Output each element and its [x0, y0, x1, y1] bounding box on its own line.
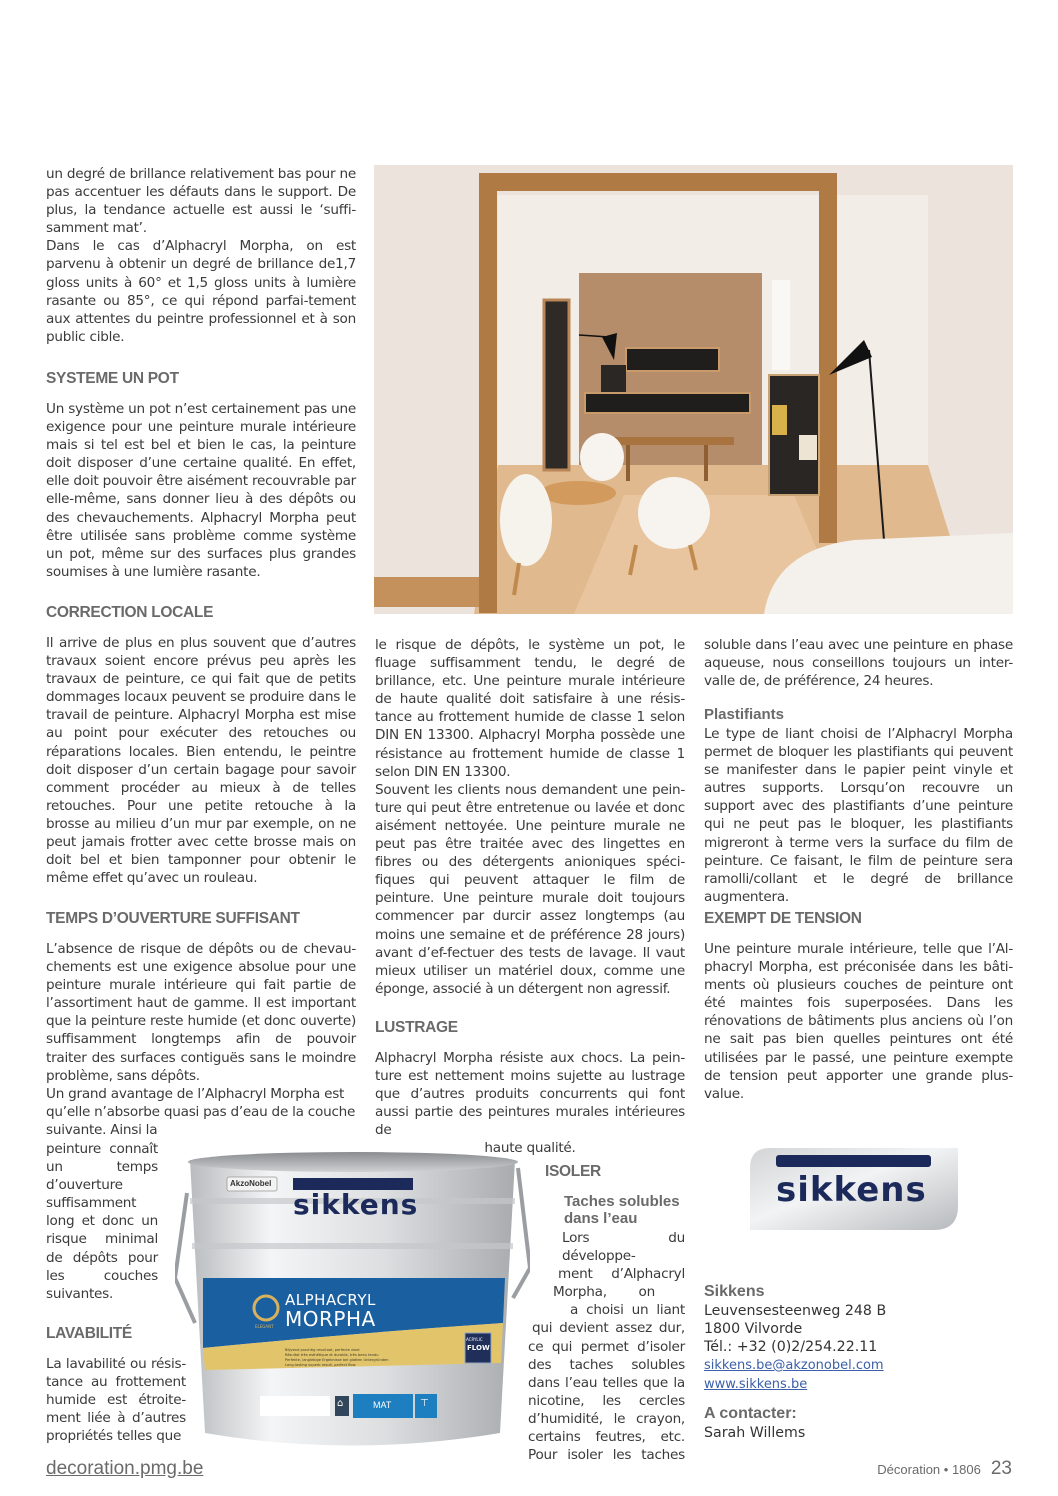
paragraph: L’absence de risque de dépôts ou de chevau-chements est une exigence absolue pour une peinture murale intérieure qui fait partie de l’assortiment haut de gamme. Il est important que la peinture reste humide (et donc ouverte) suffisamment longtemps afin de pouvoir traiter des surfaces contiguës sans le moindre problème, sans dépôts. — [46, 941, 356, 1084]
paragraph: Une peinture murale intérieure, telle que l’Al-phacryl Morpha, est préconisée dans les bâti-ments où plusieurs couches de peinture ont été maintes fois superposées. Dans les rénovations de bâtiments plus anciens où l’on ne sait pas bien quelles peintures ont été utilisées par le passé, une peinture exempte de tension peut apporter une grande plus-value. — [704, 941, 1013, 1102]
sikkens-logo — [750, 1142, 958, 1230]
subheading-line: dans l’eau — [564, 1210, 638, 1227]
subheading-line: Taches solubles — [564, 1193, 680, 1210]
contact-heading: A contacter: — [704, 1405, 797, 1422]
contact-phone: Tél.: +32 (0)2/254.22.11 — [704, 1339, 878, 1355]
section-heading: LAVABILITÉ — [46, 1325, 132, 1342]
section-heading: SYSTEME UN POT — [46, 370, 179, 387]
line: ment d’Alphacryl — [558, 1266, 685, 1283]
bucket-badge-main: FLOW — [467, 1344, 490, 1352]
paragraph: Le type de liant choisi de l’Alphacryl Morpha permet de bloquer les plastifiants qui peuvent se manifester dans le papier peint vinyle et autres supports. Lorsqu’on recouvre un support avec des plastifiants d’une peinture qui ne peut pas le bloquer, les plastifiants migreront à terme vers la surface du film de peinture. Ce faisant, le film de peinture sera ramolli/collant et le degré de brillance augmentera. — [704, 726, 1013, 905]
paragraph — [375, 1049, 685, 1158]
claim: Blijvend prachtig resultaat, perfecte vloei — [285, 1348, 360, 1352]
paragraph-end: haute qualité. — [484, 1140, 576, 1157]
bucket-badge-top: ACRYLIC — [466, 1337, 483, 1342]
column-1-temps — [46, 940, 356, 1139]
section-heading: ISOLER — [545, 1163, 601, 1180]
paragraph: Souvent les clients nous demandent une pein-ture qui peut être entretenue ou lavée et donc aisément nettoyée. Une peinture murale ne peut pas être traitée avec des lingettes en fibres ou des détergents anioniques spéci-fiques qui peuvent attaquer le film de peinture. Une peinture murale doit toujours commencer par durcir assez longtemps (au moins une semaine et de préférence 28 jours) avant d’ef-fectuer des tests de lavage. Il vaut mieux utiliser un matériel doux, comme une éponge, associé à un détergent non agressif. — [375, 781, 685, 997]
contact-block — [704, 1282, 886, 1442]
house-icon: ⌂ — [337, 1398, 344, 1409]
section-heading: EXEMPT DE TENSION — [704, 910, 862, 927]
section-heading: TEMPS D’OUVERTURE SUFFISANT — [46, 910, 300, 927]
living-room-illustration — [374, 165, 1013, 614]
isoler-text — [528, 1229, 685, 1464]
bucket-finish-label: MAT — [373, 1400, 392, 1410]
line: a choisi un liant — [570, 1302, 685, 1319]
paint-bucket-image — [175, 1148, 530, 1453]
contact-street: Leuvensesteenweg 248 B — [704, 1303, 887, 1319]
line: ce qui permet d’isoler — [528, 1338, 685, 1355]
line: Morpha, on — [553, 1284, 655, 1301]
contact-city: 1800 Vilvorde — [704, 1321, 803, 1337]
line: qui devient assez dur, — [532, 1320, 685, 1337]
footer-magazine-issue: Décoration • 1806 — [877, 1462, 981, 1477]
column-2-top — [375, 636, 685, 998]
paragraph: Un grand avantage de l’Alphacryl Morpha est qu’elle n’absorbe quasi pas d’eau de la couche suivante. Ainsi la — [46, 1085, 356, 1138]
paragraph: La lavabilité ou résis-tance au frottement humide est étroite-ment liée à d’autres propriétés telles que — [46, 1356, 186, 1445]
claim: Long-lasting superb result, perfect flow — [285, 1363, 356, 1367]
line: certains feutres, etc. — [528, 1429, 685, 1446]
paragraph: Il arrive de plus en plus souvent que d’autres travaux soient encore prévus peu après les travaux de peinture, ce qui fait que de petits dommages locaux peuvent se produire dans le travail de peinture. Alphacryl Morpha est mise au point pour exécuter des retouches ou réparations locales. Bien entendu, le peintre doit disposer d’un certain bagage pour savoir comment procéder au mieux à de telles retouches. Pour une petite retouche à la brosse au milieu d’un mur par exemple, on ne peut jamais frotter avec cette brosse mais on doit bel et bien tamponner pour obtenir le même effet qu’avec un rouleau. — [46, 635, 356, 887]
paragraph: soluble dans l’eau avec une peinture en phase aqueuse, nous conseillons toujours un inter-valle de, de préférence, 24 heures. — [704, 637, 1013, 690]
contact-email-link[interactable]: sikkens.be@akzonobel.com — [704, 1358, 884, 1373]
paragraph: le risque de dépôts, le système un pot, le fluage suffisamment tendu, le degré de brillance, etc. Une peinture murale intérieure de haute qualité doit satisfaire à une résis-tance au frottement humide de classe 1 selon DIN EN 13300. Alphacryl Morpha possède une résistance au frottement humide de classe 1 selon DIN EN 13300. — [375, 637, 685, 780]
paragraph: Dans le cas d’Alphacryl Morpha, on est parvenu à obtenir un degré de brillance de1,7 gloss units à 60° et 1,5 gloss units à lumière rasante ou 85°, ce qui répond parfai-tement aux attentes du peintre professionnel et à son public cible. — [46, 238, 356, 345]
sikkens-logo-wordmark: sikkens — [776, 1170, 927, 1210]
line: des taches solubles — [528, 1356, 685, 1373]
contact-company: Sikkens — [704, 1283, 765, 1300]
footer-site-link[interactable]: decoration.pmg.be — [46, 1458, 204, 1479]
paragraph: peinture connaît un temps d’ouverture suffisamment long et donc un risque minimal de dépôts pour les couches suivantes. — [46, 1141, 158, 1302]
section-heading: CORRECTION LOCALE — [46, 604, 214, 621]
footer-page-info — [877, 1458, 1012, 1480]
line: nicotine, les cercles — [528, 1392, 685, 1409]
bucket-maker-label: AkzoNobel — [230, 1179, 272, 1188]
contact-website-link[interactable]: www.sikkens.be — [704, 1377, 808, 1392]
column-1-top — [46, 165, 356, 346]
claim: Résultat très esthétique et durable, très beau tendu — [285, 1353, 379, 1357]
paragraph: Un système un pot n’est certainement pas une exigence pour une peinture murale intérieure mais si tel est bel et bien le cas, la peinture doit disposer d’une certaine qualité. En effet, elle doit pouvoir être aisément recouvrable par elle-même, sans donner lieu à des dépôts ou des chevauchements. Alphacryl Morpha peut être utilisée sans problème comme système un pot, même sur des surfaces plus grandes soumises à une lumière rasante. — [46, 401, 356, 580]
paragraph-text: Alphacryl Morpha résiste aux chocs. La pein-ture est nettement moins sujette au lustrage que d’autres produits concurrents qui font aussi partie des peintures murales intérieures de — [375, 1050, 685, 1139]
section-heading: LUSTRAGE — [375, 1019, 458, 1036]
line: dans l’eau telles que la — [528, 1374, 685, 1391]
paragraph: un degré de brillance relativement bas pour ne pas accentuer les défauts dans le support. De plus, la tendance actuelle est aussi le ‘suffi-samment mat’. — [46, 166, 356, 237]
bucket-product-line1: ALPHACRYL — [285, 1291, 376, 1309]
subheading: Plastifiants — [704, 706, 785, 723]
line: Pour isoler les taches — [528, 1447, 685, 1464]
interior-photo — [374, 165, 1013, 614]
subheading — [564, 1193, 680, 1227]
claim: Perfekte, langlebige Ergebnisse bei glatten Untergründen — [285, 1358, 389, 1362]
bucket-product-line2: MORPHA — [285, 1307, 376, 1331]
contact-name: Sarah Willems — [704, 1425, 806, 1441]
line: Lors du développe- — [562, 1230, 685, 1265]
page-number: 23 — [990, 1458, 1012, 1479]
bucket-brand-label: sikkens — [293, 1188, 419, 1221]
bucket-claims — [285, 1348, 389, 1368]
line: d’humidité, le crayon, — [528, 1410, 685, 1427]
tap-icon: ⊤ — [420, 1398, 429, 1409]
bucket-emblem-label: ELEGANT — [255, 1324, 274, 1329]
